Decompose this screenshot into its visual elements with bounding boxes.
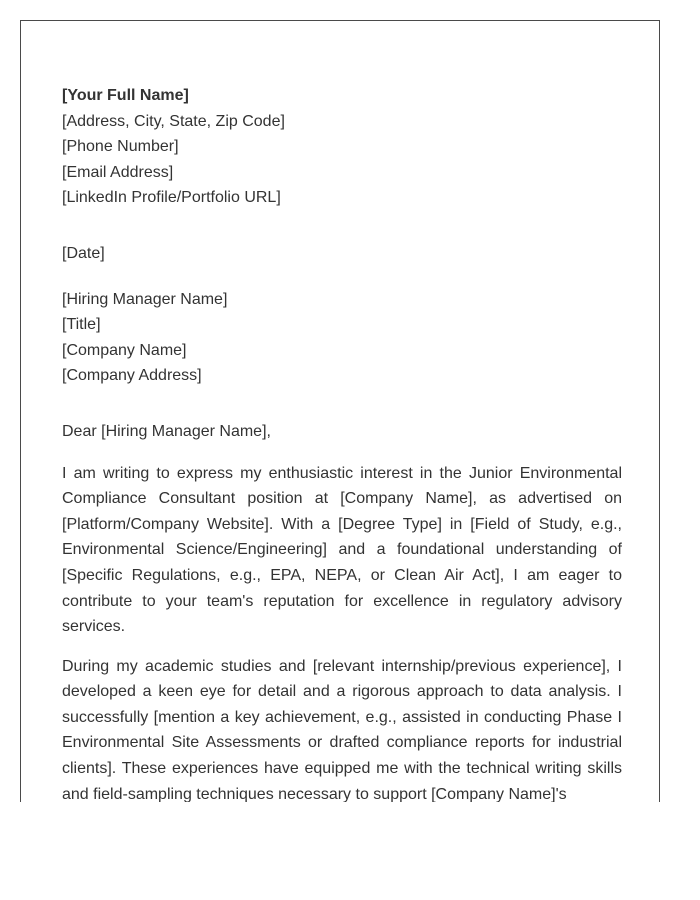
recipient-manager-name: [Hiring Manager Name] xyxy=(62,290,228,308)
spacer xyxy=(62,267,622,287)
letter-content xyxy=(62,83,622,802)
sender-name: [Your Full Name] xyxy=(62,87,189,104)
sender-email: [Email Address] xyxy=(62,163,174,181)
letter-page xyxy=(20,20,660,802)
spacer xyxy=(62,389,622,419)
sender-address: [Address, City, State, Zip Code] xyxy=(62,112,285,130)
date-block xyxy=(62,241,622,267)
body-paragraph-2: During my academic studies and [relevant internship/previous experience], I developed a keen eye for detail and a rigorous approach to data analysis. I successfully [mention a key achievement, e.g., assisted in conducting Phase I Environmental Site Assessments or drafted compliance reports for industrial clients]. These experiences have equipped me with the technical writing skills and field-sampling techniques necessary to support [Company Name]'s xyxy=(62,657,622,802)
letter-date: [Date] xyxy=(62,244,105,262)
sender-phone: [Phone Number] xyxy=(62,138,179,156)
recipient-company-address: [Company Address] xyxy=(62,367,202,385)
recipient-company-name: [Company Name] xyxy=(62,341,187,359)
recipient-title: [Title] xyxy=(62,316,101,334)
spacer xyxy=(62,445,622,461)
sender-block xyxy=(62,83,622,211)
body-paragraph-1: I am writing to express my enthusiastic interest in the Junior Environmental Compliance Consultant position at [Company Name], as advertised on [Platform/Company Website]. With a [Degree Type] in [Field of Study, e.g., Environmental Science/Engineering] and a foundational understanding of [Specific Regulations, e.g., EPA, NEPA, or Clean Air Act], I am eager to contribute to your team's reputation for excellence in regulatory advisory services. xyxy=(62,464,622,636)
recipient-block xyxy=(62,287,622,389)
sender-profile-url: [LinkedIn Profile/Portfolio URL] xyxy=(62,189,281,207)
spacer xyxy=(62,211,622,241)
salutation: Dear [Hiring Manager Name], xyxy=(62,422,271,440)
